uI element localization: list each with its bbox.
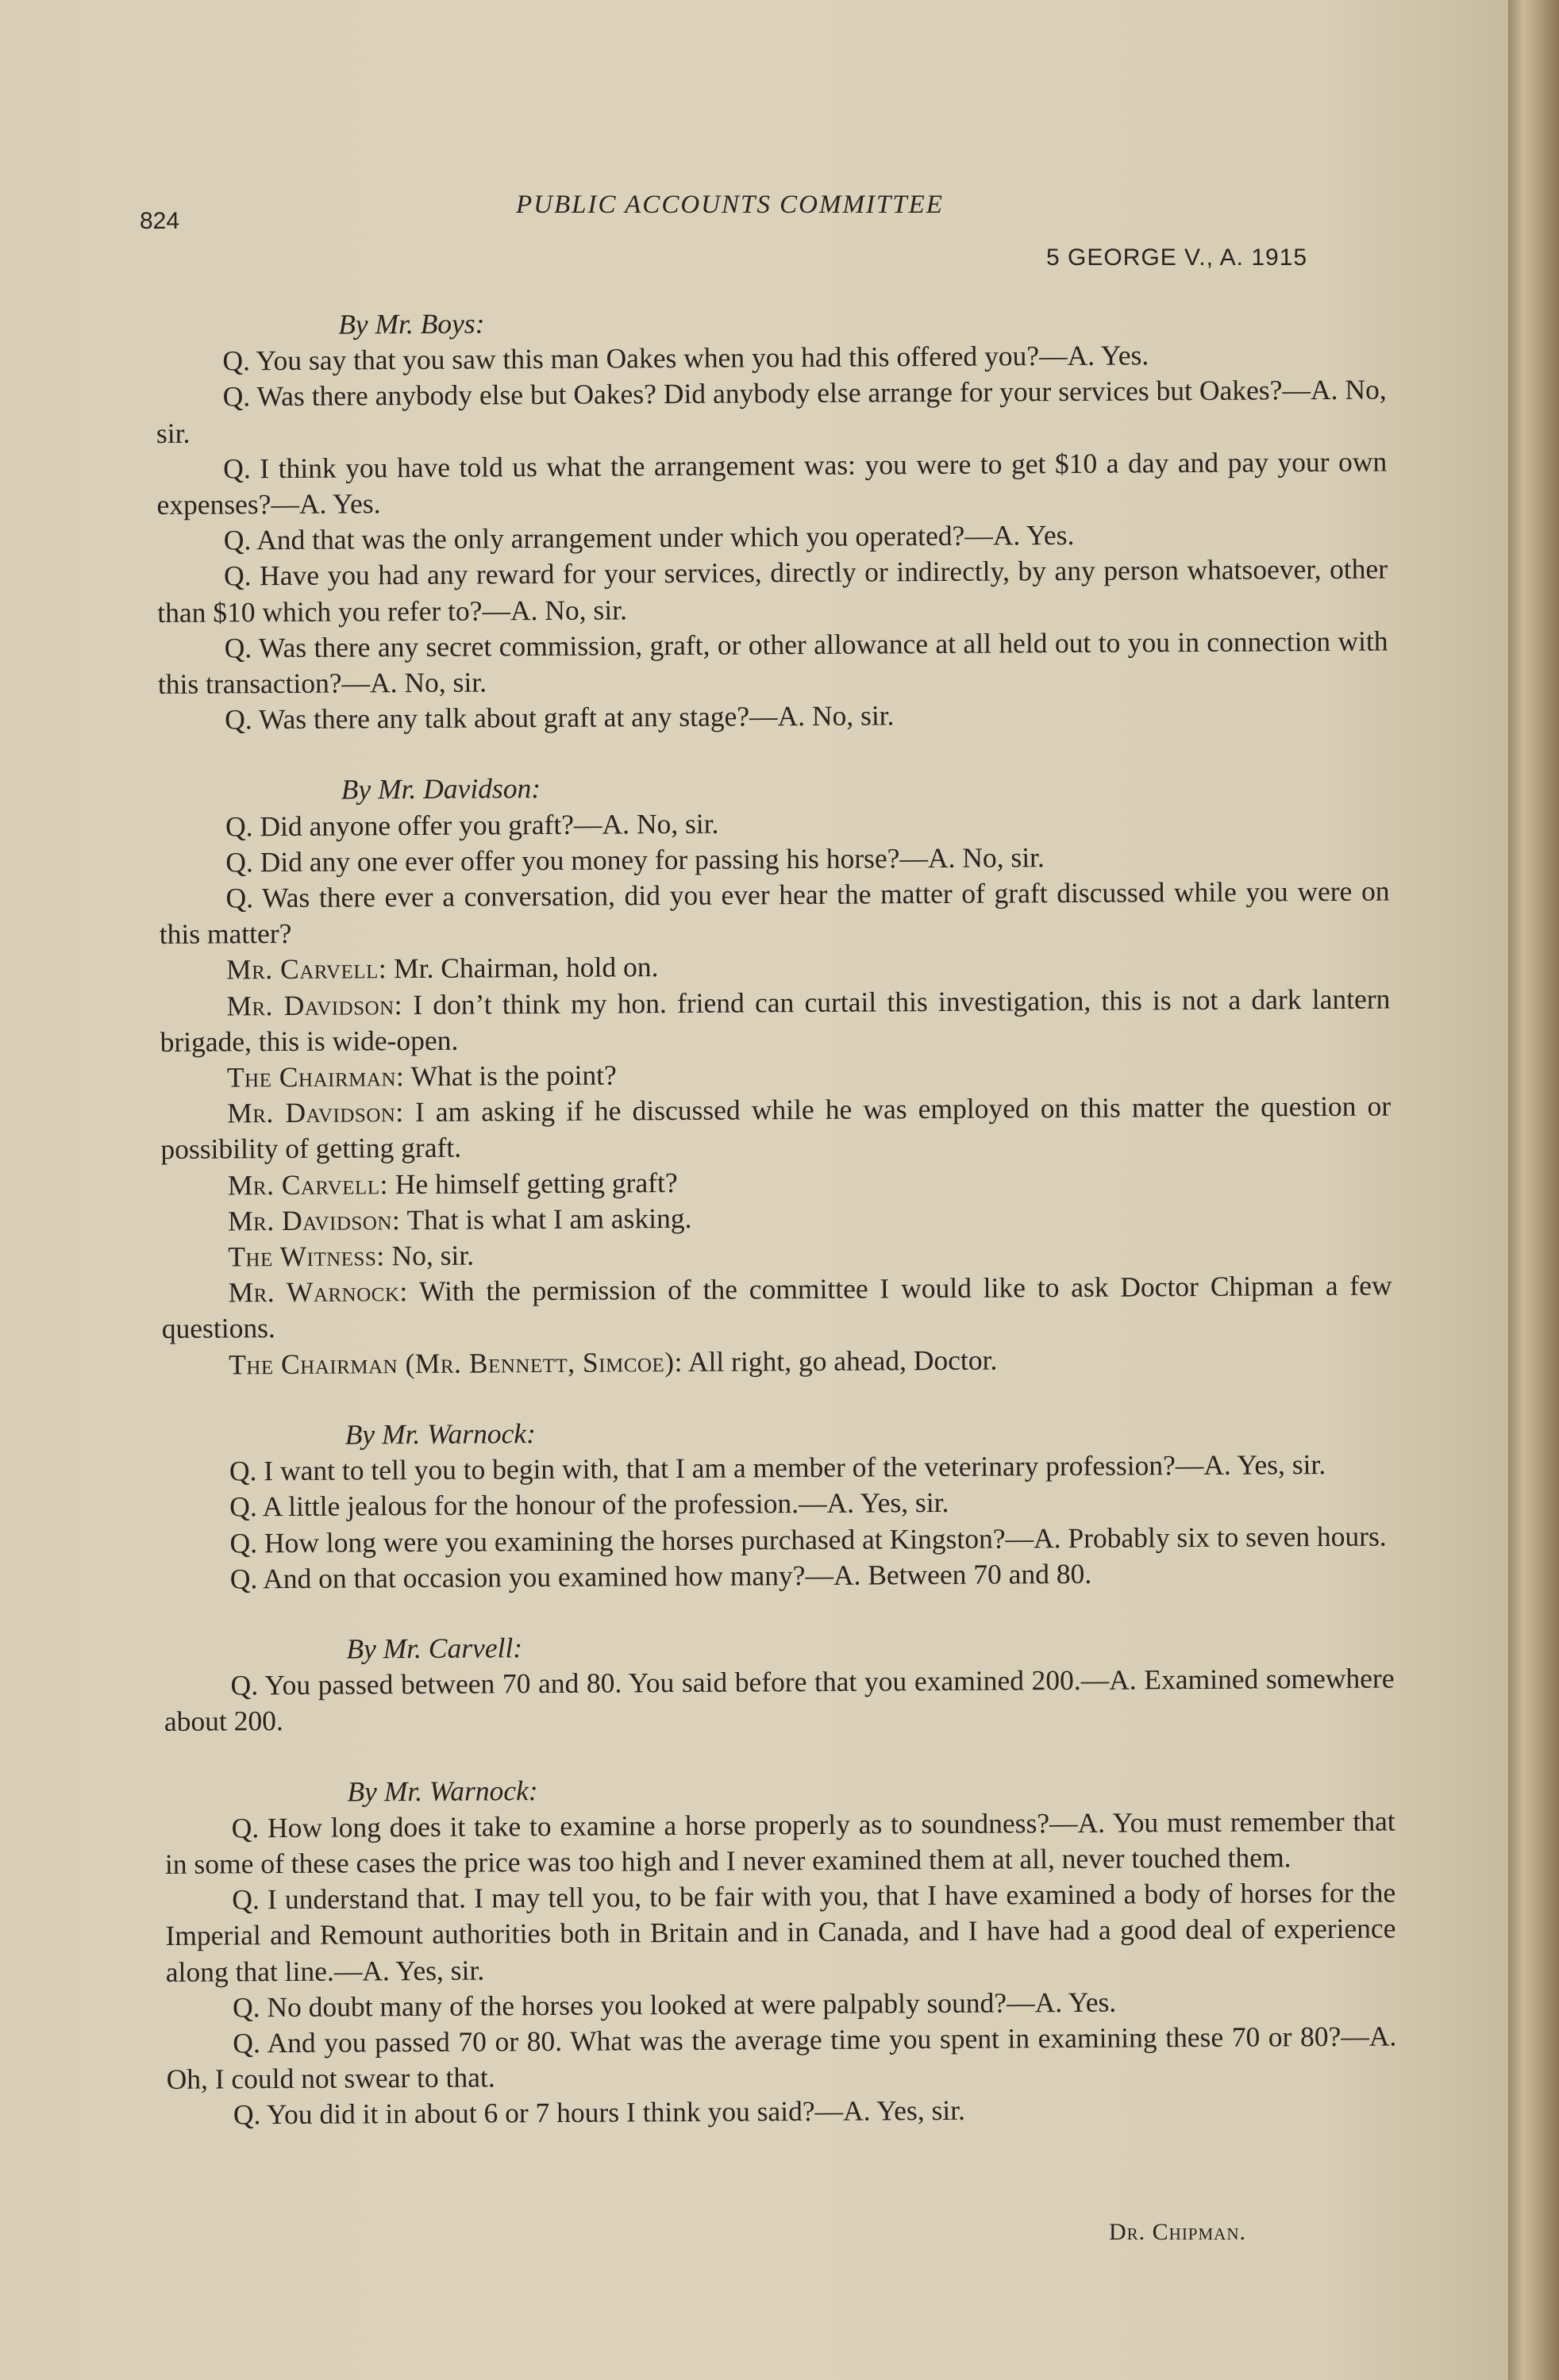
question-answer: Q. How long were you examining the horses purchased at Kingston?—A. Probably six to seven hours. <box>229 1520 1387 1559</box>
question-answer: Q. Did any one ever offer you money for passing his horse?—A. No, sir. <box>225 841 1045 879</box>
speaker-name: Mr. Davidson: <box>227 1096 404 1129</box>
examiner-heading: By Mr. Warnock: <box>347 1774 538 1808</box>
speaker-name: Mr. Davidson: <box>227 1204 401 1237</box>
question-answer: Q. Was there anybody else but Oakes? Did anybody else arrange for your services but Oakes?—A. No, sir. <box>156 373 1387 449</box>
statement-text: All right, go ahead, Doctor. <box>687 1344 998 1378</box>
speaker-name: Mr. Carvell: <box>227 1167 389 1202</box>
question-answer: Q. Was there any secret commission, graft, or other allowance at all held out to you in connection with this transaction?—A. No, sir. <box>157 625 1388 701</box>
examiner-heading: By Mr. Boys: <box>338 307 485 340</box>
statement-text: With the permission of the committee I would like to ask Doctor Chipman a few questions. <box>161 1269 1392 1345</box>
statement-text: That is what I am asking. <box>406 1202 692 1236</box>
statement-text: He himself getting graft? <box>395 1166 678 1200</box>
catchword: Dr. Chipman. <box>1108 2219 1246 2245</box>
examiner-heading: By Mr. Carvell: <box>346 1632 523 1665</box>
question-answer: Q. Was there any talk about graft at any stage?—A. No, sir. <box>225 699 895 736</box>
statement-text: Mr. Chairman, hold on. <box>393 951 659 985</box>
question-answer: Q. Was there ever a conversation, did you ever hear the matter of graft discussed while you were on this matter? <box>159 875 1390 951</box>
question-answer: Q. You passed between 70 and 80. You said before that you examined 200.—A. Examined somewhere about 200. <box>164 1662 1395 1738</box>
transcript-body <box>156 301 1397 2134</box>
speaker-name: Mr. Carvell: <box>225 952 387 986</box>
question-answer: Q. Did anyone offer you graft?—A. No, sir. <box>225 807 719 843</box>
book-spine-shadow <box>1508 0 1559 2380</box>
speaker-name: Mr. Davidson: <box>226 988 403 1022</box>
regnal-year: 5 GEORGE V., A. 1915 <box>1046 244 1308 271</box>
question-answer: Q. You say that you saw this man Oakes when you had this offered you?—A. Yes. <box>222 339 1149 377</box>
question-answer: Q. I think you have told us what the arrangement was: you were to get $10 a day and pay your own expenses?—A. Yes. <box>156 445 1388 521</box>
question-answer: Q. And on that occasion you examined how many?—A. Between 70 and 80. <box>229 1557 1092 1595</box>
examiner-heading: By Mr. Warnock: <box>345 1417 537 1451</box>
question-answer: Q. Have you had any reward for your services, directly or indirectly, by any person whatsoever, other than $10 which you refer to?—A. No, sir. <box>157 552 1388 629</box>
speaker-statement <box>160 981 1391 1060</box>
examiner-heading: By Mr. Davidson: <box>341 772 541 806</box>
question-answer: Q. And you passed 70 or 80. What was the average time you spent in examining these 70 or 80?—A. Oh, I could not swear to that. <box>166 2020 1397 2096</box>
page-number: 824 <box>140 208 180 234</box>
speaker-statement <box>161 1268 1392 1348</box>
speaker-name: Mr. Warnock: <box>228 1275 408 1309</box>
statement-text: No, sir. <box>391 1239 475 1272</box>
question-answer: Q. No doubt many of the horses you looked at were palpably sound?—A. Yes. <box>232 1986 1117 2024</box>
statement-text: I don’t think my hon. friend can curtail this investigation, this is not a dark lantern brigade, this is wide-open. <box>160 982 1391 1058</box>
speaker-name: The Witness: <box>228 1240 385 1273</box>
statement-text: I am asking if he discussed while he was employed on this matter the question or possibility of getting graft. <box>160 1090 1392 1166</box>
question-answer: Q. How long does it take to examine a horse properly as to soundness?—A. You must remember that in some of these cases the price was too high and I never examined them at all, never touched them. <box>164 1805 1395 1880</box>
question-answer: Q. A little jealous for the honour of the profession.—A. Yes, sir. <box>229 1486 949 1523</box>
speaker-name: The Chairman (Mr. Bennett, Simcoe): <box>229 1345 683 1381</box>
speaker-name: The Chairman: <box>226 1060 405 1094</box>
running-head: PUBLIC ACCOUNTS COMMITTEE <box>516 190 944 219</box>
speaker-statement <box>160 1089 1392 1168</box>
question-answer: Q. And that was the only arrangement under which you operated?—A. Yes. <box>223 519 1075 556</box>
question-answer: Q. I want to tell you to begin with, that I am a member of the veterinary profession?—A. Yes, sir. <box>229 1448 1326 1487</box>
question-answer: Q. You did it in about 6 or 7 hours I think you said?—A. Yes, sir. <box>233 2094 966 2131</box>
statement-text: What is the point? <box>410 1059 617 1093</box>
question-answer: Q. I understand that. I may tell you, to be fair with you, that I have examined a body of horses for the Imperial and Remount authorities both in Britain and in Canada, and I have had a good deal of experience along that line.—A. Yes, sir. <box>165 1876 1396 1988</box>
